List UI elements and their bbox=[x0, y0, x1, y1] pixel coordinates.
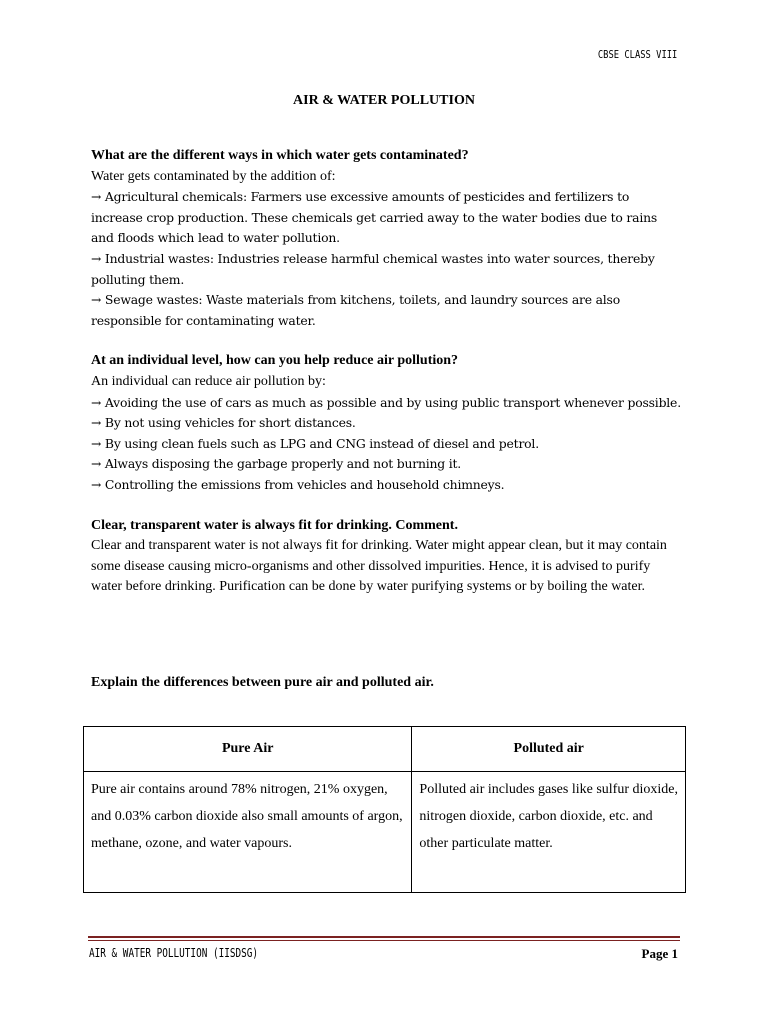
answer-point: → By using clean fuels such as LPG and CNG instead of diesel and petrol. bbox=[91, 435, 539, 451]
document-body bbox=[91, 146, 681, 598]
answer-point: → By not using vehicles for short distances. bbox=[91, 415, 356, 431]
section-transparent-water bbox=[91, 516, 681, 598]
document-title: AIR & WATER POLLUTION bbox=[293, 93, 475, 108]
table-header-pure-air: Pure Air bbox=[84, 727, 412, 772]
footer-rule bbox=[88, 940, 680, 941]
answer-point: → Controlling the emissions from vehicles and household chimneys. bbox=[91, 476, 505, 492]
question-heading: Clear, transparent water is always fit for drinking. Comment. bbox=[91, 517, 458, 533]
table-cell-pure-air: Pure air contains around 78% nitrogen, 21% oxygen, and 0.03% carbon dioxide also small amounts of argon, methane, ozone, and water vapours. bbox=[84, 772, 412, 893]
table-cell-polluted-air: Polluted air includes gases like sulfur dioxide, nitrogen dioxide, carbon dioxide, etc. and other particulate matter. bbox=[412, 772, 686, 893]
answer-intro: An individual can reduce air pollution by: bbox=[91, 373, 326, 389]
table-header-polluted-air: Polluted air bbox=[412, 727, 686, 772]
answer-point: → Agricultural chemicals: Farmers use excessive amounts of pesticides and fertilizers to increase crop production. These chemicals get carried away to the water bodies due to rains and floods which lead to water pollution. bbox=[91, 189, 658, 246]
footer-rule bbox=[88, 936, 680, 938]
answer-point: → Avoiding the use of cars as much as possible and by using public transport whenever possible. bbox=[91, 394, 681, 410]
answer-point: → Always disposing the garbage properly and not burning it. bbox=[91, 456, 462, 472]
header-class-label: CBSE CLASS VIII bbox=[597, 48, 677, 61]
question-heading: At an individual level, how can you help reduce air pollution? bbox=[91, 353, 459, 369]
answer-paragraph: Clear and transparent water is not always fit for drinking. Water might appear clean, but it may contain some disease causing micro-organisms and other dissolved impurities. Hence, it is advised to purify water before drinking. Purification can be done by water purifying systems or by boiling the water. bbox=[91, 538, 667, 595]
section-water-contamination bbox=[91, 146, 681, 331]
table-row bbox=[84, 772, 686, 893]
footer-page-number: Page 1 bbox=[641, 946, 678, 961]
section-reduce-air-pollution bbox=[91, 351, 681, 495]
question-heading: What are the different ways in which water gets contaminated? bbox=[91, 148, 469, 163]
answer-intro: Water gets contaminated by the addition of: bbox=[91, 168, 336, 184]
table-header-row bbox=[84, 727, 686, 772]
answer-point: → Industrial wastes: Industries release harmful chemical wastes into water sources, thereby polluting them. bbox=[91, 250, 655, 287]
answer-point: → Sewage wastes: Waste materials from kitchens, toilets, and laundry sources are also responsible for contaminating water. bbox=[91, 292, 620, 328]
table-question-heading: Explain the differences between pure air and polluted air. bbox=[91, 675, 434, 690]
comparison-table bbox=[83, 726, 686, 893]
footer-document-name: AIR & WATER POLLUTION (IISDSG) bbox=[89, 946, 259, 960]
